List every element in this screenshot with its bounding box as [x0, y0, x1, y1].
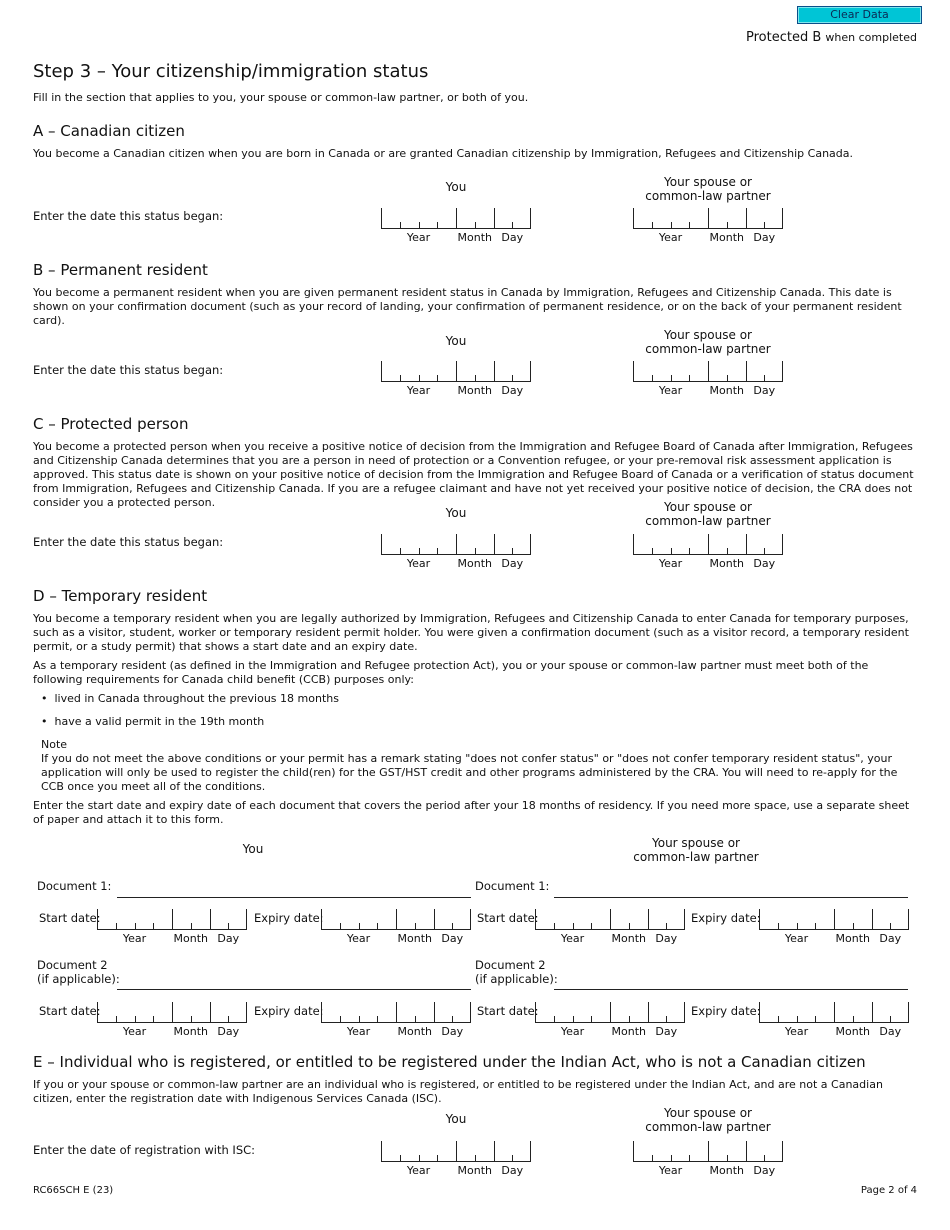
doc1-spouse-expiry-label: Expiry date:: [691, 911, 761, 925]
doc2-spouse-label-line2: (if applicable):: [475, 972, 558, 986]
col-spouse-line2: common-law partner: [645, 189, 771, 203]
section-e-you-date[interactable]: [381, 1141, 531, 1177]
section-c-title: C – Protected person: [33, 415, 189, 433]
page-title: Step 3 – Your citizenship/immigration status: [33, 61, 429, 82]
col-you: You: [445, 506, 467, 520]
day-caption: Day: [441, 1025, 464, 1038]
year-caption: Year: [784, 932, 809, 945]
section-d-title: D – Temporary resident: [33, 587, 208, 605]
doc1-you-expiry-date[interactable]: [321, 909, 471, 945]
section-a-you-date[interactable]: [381, 208, 531, 244]
doc2-spouse-label: [475, 958, 558, 986]
year-caption: Year: [658, 1164, 683, 1177]
day-caption: Day: [753, 384, 776, 397]
year-caption: Year: [784, 1025, 809, 1038]
doc2-you-label-line2: (if applicable):: [37, 972, 120, 986]
col-spouse: [620, 836, 772, 864]
col-spouse-line2: common-law partner: [645, 342, 771, 356]
month-caption: Month: [457, 1164, 492, 1177]
col-spouse: [632, 175, 784, 203]
year-caption: Year: [658, 557, 683, 570]
month-caption: Month: [835, 932, 870, 945]
month-caption: Month: [709, 384, 744, 397]
col-spouse-line2: common-law partner: [645, 514, 771, 528]
year-caption: Year: [406, 384, 431, 397]
day-caption: Day: [441, 932, 464, 945]
page-number: Page 2 of 4: [860, 1185, 917, 1196]
year-caption: Year: [560, 1025, 585, 1038]
day-caption: Day: [879, 1025, 902, 1038]
col-you: You: [445, 1112, 467, 1126]
year-caption: Year: [406, 1164, 431, 1177]
protected-sub: when completed: [825, 31, 917, 44]
doc1-spouse-input[interactable]: [554, 896, 908, 898]
note-text: If you do not meet the above conditions or your permit has a remark stating "does not confer status" or "does not confer temporary resident status", your application will only be used to register the child(ren) for the GST/HST credit and other programs administered by the CRA. You will need to re-apply for the CCB once you meet all of the conditions.: [41, 752, 898, 793]
month-caption: Month: [709, 1164, 744, 1177]
section-d-text3: Enter the start date and expiry date of each document that covers the period after your 18 months of residency. If you need more space, use a separate sheet of paper and attach it to this form.: [33, 799, 910, 826]
doc2-you-expiry-date[interactable]: [321, 1002, 471, 1038]
col-spouse-line1: Your spouse or: [664, 1106, 752, 1120]
section-a-text: You become a Canadian citizen when you are born in Canada or are granted Canadian citizenship by Immigration, Refugees and Citizenship Canada.: [33, 147, 854, 160]
section-c-text: You become a protected person when you receive a positive notice of decision from the Immigration and Refugee Board of Canada after Immigration, Refugees and Citizenship Canada determines that you are a person in need of protection or a Convention refugee, or your pre-removal risk assessment application is approved. This status date is shown on your positive notice of decision from the Immigration and Refugee Board of Canada or a verification of status document from Immigration, Refugees and Citizenship Canada. If you are a refugee claimant and have not yet received your positive notice of decision, the CRA does not consider you a protected person.: [33, 440, 914, 509]
col-spouse-line2: common-law partner: [645, 1120, 771, 1134]
year-caption: Year: [406, 557, 431, 570]
section-b-you-date[interactable]: [381, 361, 531, 397]
doc1-you-label: Document 1:: [37, 879, 112, 893]
day-caption: Day: [217, 1025, 240, 1038]
note-title: Note: [41, 738, 68, 751]
col-you: You: [445, 334, 467, 348]
col-you: You: [242, 842, 264, 856]
clear-data-button[interactable]: Clear Data: [797, 6, 922, 24]
intro-text: Fill in the section that applies to you, your spouse or common-law partner, or both of you.: [33, 91, 529, 104]
day-caption: Day: [753, 1164, 776, 1177]
month-caption: Month: [397, 1025, 432, 1038]
section-d-text2: As a temporary resident (as defined in the Immigration and Refugee protection Act), you or your spouse or common-law partner must meet both of the following requirements for Canada child benefit (CCB) purposes only:: [33, 659, 869, 686]
section-e-text: If you or your spouse or common-law partner are an individual who is registered, or entitled to be registered under the Indian Act, and are not a Canadian citizen, enter the registration date with Indigenous Services Canada (ISC).: [33, 1078, 883, 1105]
day-caption: Day: [753, 557, 776, 570]
section-c-spouse-date[interactable]: [633, 534, 783, 570]
month-caption: Month: [173, 1025, 208, 1038]
section-d-text1: You become a temporary resident when you are legally authorized by Immigration, Refugees and Citizenship Canada to enter Canada for temporary purposes, such as a visitor, student, worker or temporary resident permit holder. You were given a confirmation document (such as a visitor record, a temporary resident permit, or a study permit) that shows a start date and an expiry date.: [33, 612, 909, 653]
col-spouse-line1: Your spouse or: [664, 328, 752, 342]
col-spouse: [632, 328, 784, 356]
doc2-spouse-start-label: Start date:: [477, 1004, 539, 1018]
day-caption: Day: [655, 1025, 678, 1038]
month-caption: Month: [709, 557, 744, 570]
doc2-you-start-date[interactable]: [97, 1002, 247, 1038]
day-caption: Day: [753, 231, 776, 244]
col-spouse: [632, 1106, 784, 1134]
doc1-you-start-date[interactable]: [97, 909, 247, 945]
year-caption: Year: [346, 932, 371, 945]
section-b-title: B – Permanent resident: [33, 261, 208, 279]
doc2-spouse-start-date[interactable]: [535, 1002, 685, 1038]
col-spouse-line1: Your spouse or: [664, 175, 752, 189]
section-e-title: E – Individual who is registered, or entitled to be registered under the Indian Act, who is not a Canadian citizen: [33, 1053, 866, 1071]
doc1-you-expiry-label: Expiry date:: [254, 911, 324, 925]
doc2-spouse-expiry-label: Expiry date:: [691, 1004, 761, 1018]
doc2-you-expiry-label: Expiry date:: [254, 1004, 324, 1018]
bullet-text-1: lived in Canada throughout the previous 18 months: [54, 692, 339, 705]
col-spouse-line1: Your spouse or: [652, 836, 740, 850]
day-caption: Day: [879, 932, 902, 945]
bullet-item-2: • have a valid permit in the 19th month: [41, 715, 265, 728]
doc2-spouse-label-line1: Document 2: [475, 958, 546, 972]
section-e-label: Enter the date of registration with ISC:: [33, 1143, 256, 1157]
year-caption: Year: [560, 932, 585, 945]
doc1-spouse-start-label: Start date:: [477, 911, 539, 925]
section-a-label: Enter the date this status began:: [33, 209, 224, 223]
col-you: You: [445, 180, 467, 194]
month-caption: Month: [709, 231, 744, 244]
month-caption: Month: [457, 384, 492, 397]
bullet-text-2: have a valid permit in the 19th month: [54, 715, 265, 728]
year-caption: Year: [658, 231, 683, 244]
protected-main: Protected B: [746, 30, 822, 45]
doc1-spouse-start-date[interactable]: [535, 909, 685, 945]
col-spouse: [632, 500, 784, 528]
section-b-label: Enter the date this status began:: [33, 363, 224, 377]
day-caption: Day: [501, 557, 524, 570]
section-a-spouse-date[interactable]: [633, 208, 783, 244]
day-caption: Day: [501, 384, 524, 397]
doc2-you-input[interactable]: [117, 988, 471, 990]
day-caption: Day: [501, 1164, 524, 1177]
year-caption: Year: [658, 384, 683, 397]
doc2-you-start-label: Start date:: [39, 1004, 101, 1018]
doc2-you-label-line1: Document 2: [37, 958, 108, 972]
day-caption: Day: [217, 932, 240, 945]
section-b-spouse-date[interactable]: [633, 361, 783, 397]
year-caption: Year: [406, 231, 431, 244]
doc1-spouse-label: Document 1:: [475, 879, 550, 893]
month-caption: Month: [835, 1025, 870, 1038]
year-caption: Year: [122, 932, 147, 945]
section-b-text: You become a permanent resident when you are given permanent resident status in Canada by Immigration, Refugees and Citizenship Canada. This date is shown on your confirmation document (such as your record of landing, your confirmation of permanent residence, or on the back of your permanent resident card).: [33, 286, 902, 327]
day-caption: Day: [655, 932, 678, 945]
doc2-spouse-expiry-date[interactable]: [759, 1002, 909, 1038]
month-caption: Month: [457, 557, 492, 570]
doc1-you-input[interactable]: [117, 896, 471, 898]
col-spouse-line2: common-law partner: [633, 850, 759, 864]
section-e-spouse-date[interactable]: [633, 1141, 783, 1177]
bullet-item-1: • lived in Canada throughout the previous 18 months: [41, 692, 339, 705]
month-caption: Month: [457, 231, 492, 244]
col-spouse-line1: Your spouse or: [664, 500, 752, 514]
section-c-you-date[interactable]: [381, 534, 531, 570]
day-caption: Day: [501, 231, 524, 244]
month-caption: Month: [173, 932, 208, 945]
section-c-label: Enter the date this status began:: [33, 535, 224, 549]
month-caption: Month: [397, 932, 432, 945]
doc1-spouse-expiry-date[interactable]: [759, 909, 909, 945]
doc1-you-start-label: Start date:: [39, 911, 101, 925]
protected-b-label: [746, 30, 917, 45]
form-id: RC66SCH E (23): [33, 1185, 114, 1196]
doc2-you-label: [37, 958, 120, 986]
year-caption: Year: [346, 1025, 371, 1038]
month-caption: Month: [611, 932, 646, 945]
section-a-title: A – Canadian citizen: [33, 122, 185, 140]
doc2-spouse-input[interactable]: [554, 988, 908, 990]
year-caption: Year: [122, 1025, 147, 1038]
month-caption: Month: [611, 1025, 646, 1038]
